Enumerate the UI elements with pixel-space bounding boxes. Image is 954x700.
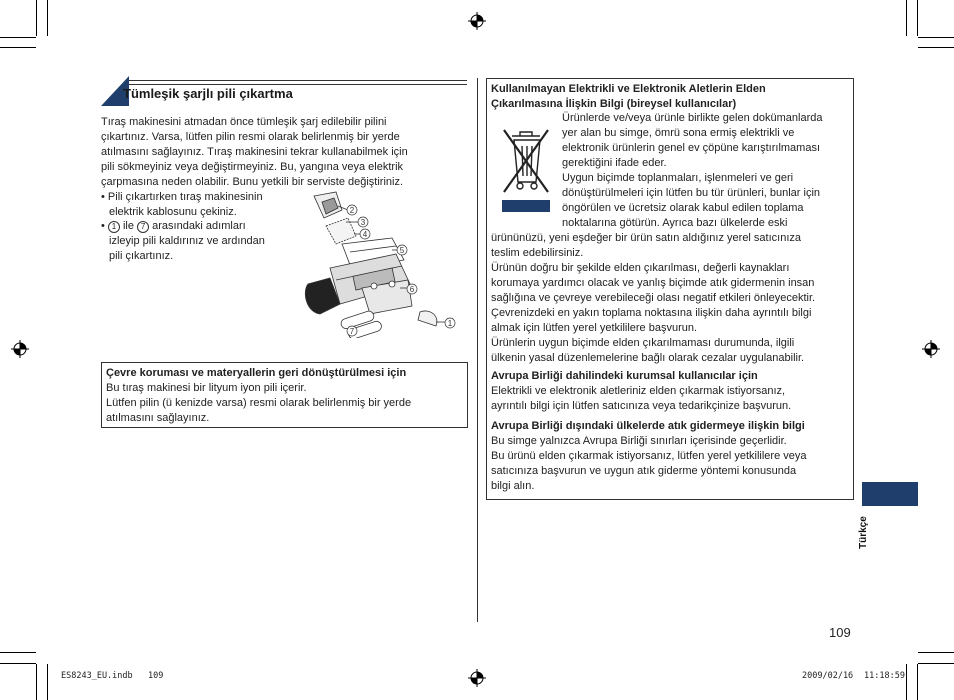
diagram-label-6: 6 xyxy=(409,285,415,294)
diagram-label-5: 5 xyxy=(399,246,405,255)
bullet-line: pili çıkartınız. xyxy=(109,250,174,262)
crop-mark xyxy=(918,47,954,48)
recycling-text: Lütfen pilin (ü kenizde varsa) resmi olarak belirlenmiş bir yerde xyxy=(106,397,412,409)
footer-date: 2009/02/16 xyxy=(802,671,854,681)
diagram-label-7: 7 xyxy=(349,327,355,336)
diagram-label-2: 2 xyxy=(349,206,355,215)
bullet-line: • Pili çıkartırken tıraş makinesinin xyxy=(101,191,263,203)
non-eu-heading: Avrupa Birliği dışındaki ülkelerde atık gidermeye ilişkin bilgi xyxy=(491,420,805,432)
intro-line: pili sökmeyiniz veya değiştirmeyiniz. Bu, yangına veya elektrik xyxy=(101,161,404,173)
language-tab-label: Türkçe xyxy=(858,516,869,549)
crop-mark xyxy=(906,0,907,36)
crop-mark xyxy=(918,37,954,38)
weee-body-text: ürününüzü, yeni eşdeğer bir ürün satın aldığınız yerel satıcınıza teslim edebilirsiniz. Ürünün doğru bir şekilde elden çıkarılması, değerli kaynakları korumaya yardımcı olacak ve yanlış biçimde atık gidermenin insan sağlığına ve çevreye verebileceği olası negatif etkileri önleyecektir. Çevrenizdeki en yakın toplama noktasına ilişkin daha ayrıntılı bilgi almak için lütfen yerel yetkililere başvurun. Ürünlerin uygun biçimde elden çıkarılmaması durumunda, ilgili ülkenin yasal düzenlemelerine bağlı olarak cezalar uygulanabilir. xyxy=(491,232,816,364)
crop-mark xyxy=(0,37,36,38)
registration-mark-icon xyxy=(11,340,29,358)
bullet-line: • 1 ile 7 arasındaki adımları xyxy=(101,220,246,232)
title-rule xyxy=(129,84,467,85)
crop-mark xyxy=(906,664,907,700)
bullet-steps xyxy=(101,219,301,264)
crop-mark xyxy=(0,652,36,653)
eu-business-heading: Avrupa Birliği dahilindeki kurumsal kullanıcılar için xyxy=(491,370,758,382)
intro-line: çarpmasına neden olabilir. Bunu yetkili bir serviste değiştiriniz. xyxy=(101,176,404,188)
diagram-label-1: 1 xyxy=(447,319,453,328)
crop-mark xyxy=(917,0,918,36)
non-eu-section: Avrupa Birliği dışındaki ülkelerde atık gidermeye ilişkin bilgi Bu simge yalnızca Avrupa Birliği sınırları içerisinde geçerlidir. Bu ürünü elden çıkarmak istiyorsanız, lütfen yerel yetkililere veya satıcınıza başvurun ve uygun atık giderme yöntemi konusunda bilgi alın. xyxy=(491,419,851,494)
crop-mark xyxy=(47,0,48,36)
shaver-disassembly-diagram xyxy=(300,188,460,338)
recycling-text: atılmasını sağlayınız. xyxy=(106,412,210,424)
eu-business-section: Avrupa Birliği dahilindeki kurumsal kullanıcılar için Elektrikli ve elektronik aletleriniz elden çıkarmak istiyorsanız, ayrıntılı bilgi için lütfen satıcınıza veya tedarikçinize başvurun. xyxy=(491,369,851,414)
recycling-heading: Çevre koruması ve materyallerin geri dönüştürülmesi için xyxy=(106,367,407,379)
recycling-info-box xyxy=(101,362,468,428)
column-divider xyxy=(477,78,478,622)
step-number-badge: 7 xyxy=(137,221,149,233)
crop-mark xyxy=(36,664,37,700)
crossed-out-wheelie-bin-icon xyxy=(500,126,552,214)
footer-time: 11:18:59 xyxy=(864,671,905,681)
registration-mark-icon xyxy=(468,12,486,30)
bullet-line: izleyip pili kaldırınız ve ardından xyxy=(109,235,265,247)
bullet-unplug xyxy=(101,190,301,220)
step-number-badge: 1 xyxy=(108,221,120,233)
diagram-label-4: 4 xyxy=(362,230,368,239)
crop-mark xyxy=(918,652,954,653)
diagram-label-3: 3 xyxy=(360,218,366,227)
section-title: Tümleşik şarjlı pili çıkartma xyxy=(123,86,293,101)
crop-mark xyxy=(36,0,37,36)
intro-line: çıkartınız. Varsa, lütfen pilin resmi olarak belirlenmiş bir yerde xyxy=(101,131,400,143)
crop-mark xyxy=(918,663,954,664)
registration-mark-icon xyxy=(922,340,940,358)
page-number: 109 xyxy=(829,625,851,640)
bullet-line: elektrik kablosunu çekiniz. xyxy=(109,206,237,218)
crop-mark xyxy=(0,663,36,664)
intro-line: atılmasını sağlayınız. Tıraş makinesini tekrar kullanabilmek için xyxy=(101,146,408,158)
weee-side-text: Ürünlerde ve/veya ürünle birlikte gelen dokümanlarda yer alan bu simge, ömrü sona ermiş elektrikli ve elektronik ürünlerin genel ev çöpüne karıştırılmaması gerektiğini ifade eder. Uygun biçimde toplanmaları, işlenmeleri ve geri dönüştürülmeleri için lütfen bu tür ürünleri, bunlar için öngörülen ve ücretsiz olarak kabul edilen toplama noktalarına götürün. Ayrıca bazı ülkelerde eski xyxy=(562,112,823,229)
weee-bar xyxy=(502,200,550,212)
weee-heading: Kullanılmayan Elektrikli ve Elektronik Aletlerin Elden Çıkarılmasına İlişkin Bilgi (bireysel kullanıcılar) xyxy=(491,83,766,110)
title-rule xyxy=(129,80,467,81)
footer-file-info: ES8243_EU.indb 109 xyxy=(61,671,164,681)
crop-mark xyxy=(0,47,36,48)
recycling-text: Bu tıraş makinesi bir lityum iyon pili içerir. xyxy=(106,382,307,394)
crop-mark xyxy=(47,664,48,700)
registration-mark-icon xyxy=(468,669,486,687)
language-tab xyxy=(862,482,918,506)
intro-paragraph xyxy=(101,115,466,190)
intro-line: Tıraş makinesini atmadan önce tümleşik şarj edilebilir pilini xyxy=(101,116,387,128)
crop-mark xyxy=(917,664,918,700)
